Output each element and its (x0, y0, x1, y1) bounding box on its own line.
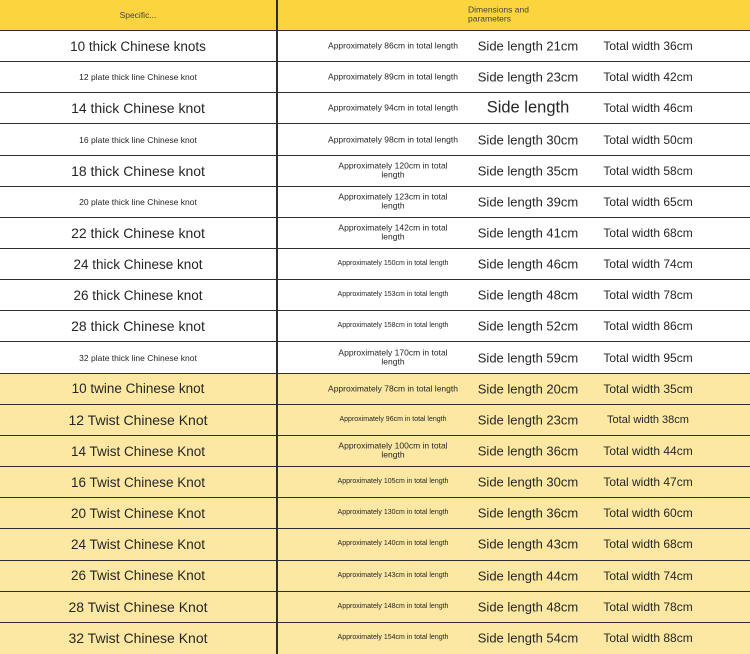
total-width-value: Total width 74cm (603, 568, 693, 583)
table-row (0, 31, 750, 62)
product-name: 20 Twist Chinese Knot (0, 498, 278, 528)
table-row (0, 592, 750, 623)
dimensions-cell (278, 498, 750, 528)
total-length-note: Approximately 78cm in total length (328, 383, 458, 394)
dimensions-cell (278, 62, 750, 92)
side-length-value: Side length 54cm (477, 630, 579, 646)
total-length-note: Approximately 140cm in total length (337, 540, 449, 548)
table-row (0, 249, 750, 280)
table-row (0, 93, 750, 124)
total-width-value: Total width 78cm (603, 288, 693, 303)
total-width-value: Total width 36cm (603, 39, 693, 54)
dimensions-cell (278, 342, 750, 372)
dimensions-cell (278, 31, 750, 61)
product-name: 10 thick Chinese knots (0, 31, 278, 61)
total-width-value: Total width 47cm (603, 475, 693, 490)
side-length-value: Side length 23cm (477, 69, 579, 85)
side-length-value: Side length 30cm (477, 132, 579, 148)
product-name: 32 plate thick line Chinese knot (0, 342, 278, 372)
dimensions-cell (278, 374, 750, 404)
table-row (0, 311, 750, 342)
table-row (0, 62, 750, 93)
product-name: 24 Twist Chinese Knot (0, 529, 278, 559)
product-name: 10 twine Chinese knot (0, 374, 278, 404)
total-length-note: Approximately 142cm in total length (338, 222, 448, 242)
header-dimensions-cell (278, 0, 750, 30)
total-length-note: Approximately 105cm in total length (337, 478, 449, 486)
total-width-value: Total width 60cm (603, 506, 693, 521)
side-length-value: Side length 44cm (477, 568, 579, 584)
side-length-value: Side length 41cm (477, 225, 579, 241)
dimensions-cell (278, 592, 750, 622)
product-name: 16 Twist Chinese Knot (0, 467, 278, 497)
total-width-value: Total width 42cm (603, 70, 693, 85)
product-name: 26 Twist Chinese Knot (0, 561, 278, 591)
dimensions-cell (278, 93, 750, 123)
product-name: 20 plate thick line Chinese knot (0, 187, 278, 217)
table-row (0, 467, 750, 498)
product-name: 12 Twist Chinese Knot (0, 405, 278, 435)
total-width-value: Total width 38cm (607, 413, 689, 426)
side-length-value: Side length 59cm (477, 350, 579, 366)
dimensions-cell (278, 311, 750, 341)
table-row (0, 124, 750, 155)
total-width-value: Total width 58cm (603, 163, 693, 178)
total-length-note: Approximately 123cm in total length (338, 191, 448, 211)
total-width-value: Total width 88cm (603, 631, 693, 646)
total-length-note: Approximately 170cm in total length (338, 347, 448, 367)
total-length-note: Approximately 150cm in total length (337, 260, 449, 268)
table-row (0, 405, 750, 436)
product-name: 28 Twist Chinese Knot (0, 592, 278, 622)
side-length-value: Side length 52cm (477, 318, 579, 334)
table-row (0, 187, 750, 218)
side-length-value: Side length 36cm (477, 505, 579, 521)
total-length-note: Approximately 96cm in total length (339, 416, 447, 424)
total-width-value: Total width 78cm (603, 599, 693, 614)
dimensions-cell (278, 156, 750, 186)
total-length-note: Approximately 86cm in total length (328, 40, 458, 51)
side-length-value: Side length 43cm (477, 536, 579, 552)
table-row (0, 561, 750, 592)
product-name: 12 plate thick line Chinese knot (0, 62, 278, 92)
total-width-value: Total width 46cm (603, 101, 693, 116)
total-length-note: Approximately 158cm in total length (337, 322, 449, 330)
table-row (0, 529, 750, 560)
table-row (0, 156, 750, 187)
total-width-value: Total width 65cm (603, 194, 693, 209)
dimensions-cell (278, 218, 750, 248)
total-length-note: Approximately 130cm in total length (337, 509, 449, 517)
total-length-note: Approximately 98cm in total length (328, 133, 458, 144)
total-length-note: Approximately 153cm in total length (337, 291, 449, 299)
table-row (0, 342, 750, 373)
total-width-value: Total width 68cm (603, 225, 693, 240)
total-length-note: Approximately 89cm in total length (328, 71, 458, 82)
product-name: 32 Twist Chinese Knot (0, 623, 278, 654)
side-length-value: Side length 48cm (477, 599, 579, 615)
table-row (0, 498, 750, 529)
total-width-value: Total width 50cm (603, 132, 693, 147)
dimensions-cell (278, 467, 750, 497)
side-length-value: Side length 46cm (477, 256, 579, 272)
dimensions-cell (278, 187, 750, 217)
total-width-value: Total width 35cm (603, 381, 693, 396)
dimensions-cell (278, 405, 750, 435)
total-length-note: Approximately 148cm in total length (337, 602, 449, 610)
side-length-value: Side length 20cm (477, 381, 579, 397)
side-length-value: Side length 23cm (477, 412, 579, 428)
table-row (0, 623, 750, 654)
dimensions-cell (278, 436, 750, 466)
total-length-note: Approximately 100cm in total length (338, 440, 448, 461)
side-length-value: Side length 21cm (477, 38, 579, 54)
table-row (0, 280, 750, 311)
dimensions-cell (278, 124, 750, 154)
header-dimensions: Dimensions and parameters (468, 4, 529, 24)
total-width-value: Total width 74cm (603, 257, 693, 272)
dimensions-cell (278, 623, 750, 654)
table-row (0, 374, 750, 405)
side-length-value: Side length 35cm (477, 163, 579, 179)
side-length-value: Side length 36cm (477, 443, 579, 459)
side-length-value: Side length (486, 98, 570, 117)
product-name: 28 thick Chinese knot (0, 311, 278, 341)
total-width-value: Total width 95cm (603, 350, 693, 365)
product-name: 18 thick Chinese knot (0, 156, 278, 186)
product-name: 22 thick Chinese knot (0, 218, 278, 248)
product-name: 24 thick Chinese knot (0, 249, 278, 279)
product-name: 16 plate thick line Chinese knot (0, 124, 278, 154)
side-length-value: Side length 48cm (477, 287, 579, 303)
table-row (0, 436, 750, 467)
total-width-value: Total width 86cm (603, 319, 693, 334)
dimensions-cell (278, 561, 750, 591)
dimensions-cell (278, 280, 750, 310)
header-specification: Specific... (0, 0, 278, 30)
product-name: 26 thick Chinese knot (0, 280, 278, 310)
table-row (0, 218, 750, 249)
product-name: 14 thick Chinese knot (0, 93, 278, 123)
side-length-value: Side length 30cm (477, 474, 579, 490)
product-name: 14 Twist Chinese Knot (0, 436, 278, 466)
total-length-note: Approximately 120cm in total length (338, 160, 448, 180)
total-length-note: Approximately 154cm in total length (337, 634, 449, 642)
header-row (0, 0, 750, 31)
total-width-value: Total width 68cm (603, 537, 693, 552)
total-length-note: Approximately 143cm in total length (337, 571, 449, 579)
side-length-value: Side length 39cm (477, 194, 579, 210)
total-width-value: Total width 44cm (603, 444, 693, 459)
total-length-note: Approximately 94cm in total length (328, 102, 458, 113)
table-body (0, 31, 750, 654)
dimensions-cell (278, 529, 750, 559)
dimensions-cell (278, 249, 750, 279)
